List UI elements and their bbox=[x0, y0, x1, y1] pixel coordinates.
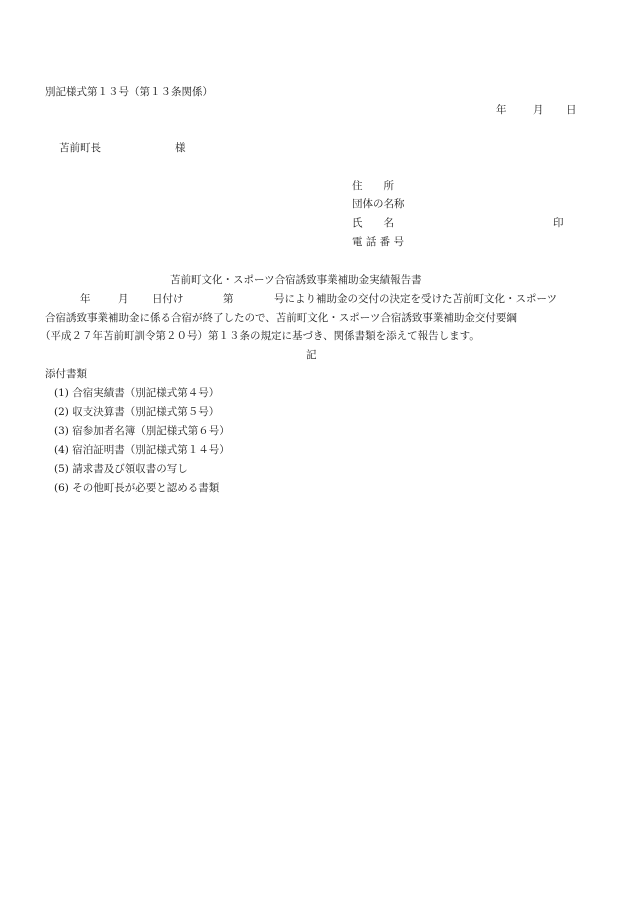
date-year: 年 bbox=[496, 104, 507, 116]
body-dated: 日付け bbox=[152, 293, 184, 305]
organization-label: 団体の名称 bbox=[352, 198, 405, 210]
attachment-item: (5) 請求書及び領収書の写し bbox=[54, 463, 188, 475]
attachments-label: 添付書類 bbox=[45, 368, 87, 380]
body-line1-rest: 号により補助金の交付の決定を受けた苫前町文化・スポーツ bbox=[274, 293, 558, 305]
body-number-prefix: 第 bbox=[223, 293, 234, 305]
addressee-name: 苫前町長 bbox=[59, 142, 101, 154]
form-number: 別記様式第１３号（第１３条関係） bbox=[45, 86, 213, 98]
attachment-item: (1) 合宿実績書（別記様式第４号） bbox=[54, 387, 220, 399]
body-year: 年 bbox=[80, 293, 91, 305]
body-month: 月 bbox=[118, 293, 129, 305]
attachment-item: (3) 宿参加者名簿（別記様式第６号） bbox=[54, 425, 230, 437]
document-title: 苫前町文化・スポーツ合宿誘致事業補助金実績報告書 bbox=[170, 274, 422, 286]
ki-heading: 記 bbox=[306, 349, 317, 361]
phone-label: 電 話 番 号 bbox=[352, 236, 405, 248]
attachment-item: (4) 宿泊証明書（別記様式第１４号） bbox=[54, 444, 230, 456]
body-line2: 合宿誘致事業補助金に係る合宿が終了したので、苫前町文化・スポーツ合宿誘致事業補助金交付要綱 bbox=[45, 312, 517, 324]
address-label: 住 所 bbox=[352, 180, 394, 192]
addressee-honorific: 様 bbox=[175, 142, 186, 154]
date-day: 日 bbox=[566, 104, 577, 116]
attachment-item: (2) 収支決算書（別記様式第５号） bbox=[54, 406, 220, 418]
seal-mark: 印 bbox=[553, 217, 564, 229]
name-label: 氏 名 bbox=[352, 217, 394, 229]
body-line3: （平成２７年苫前町訓令第２０号）第１３条の規定に基づき、関係書類を添えて報告します。 bbox=[40, 330, 480, 342]
attachment-item: (6) その他町長が必要と認める書類 bbox=[54, 482, 220, 494]
date-month: 月 bbox=[533, 104, 544, 116]
